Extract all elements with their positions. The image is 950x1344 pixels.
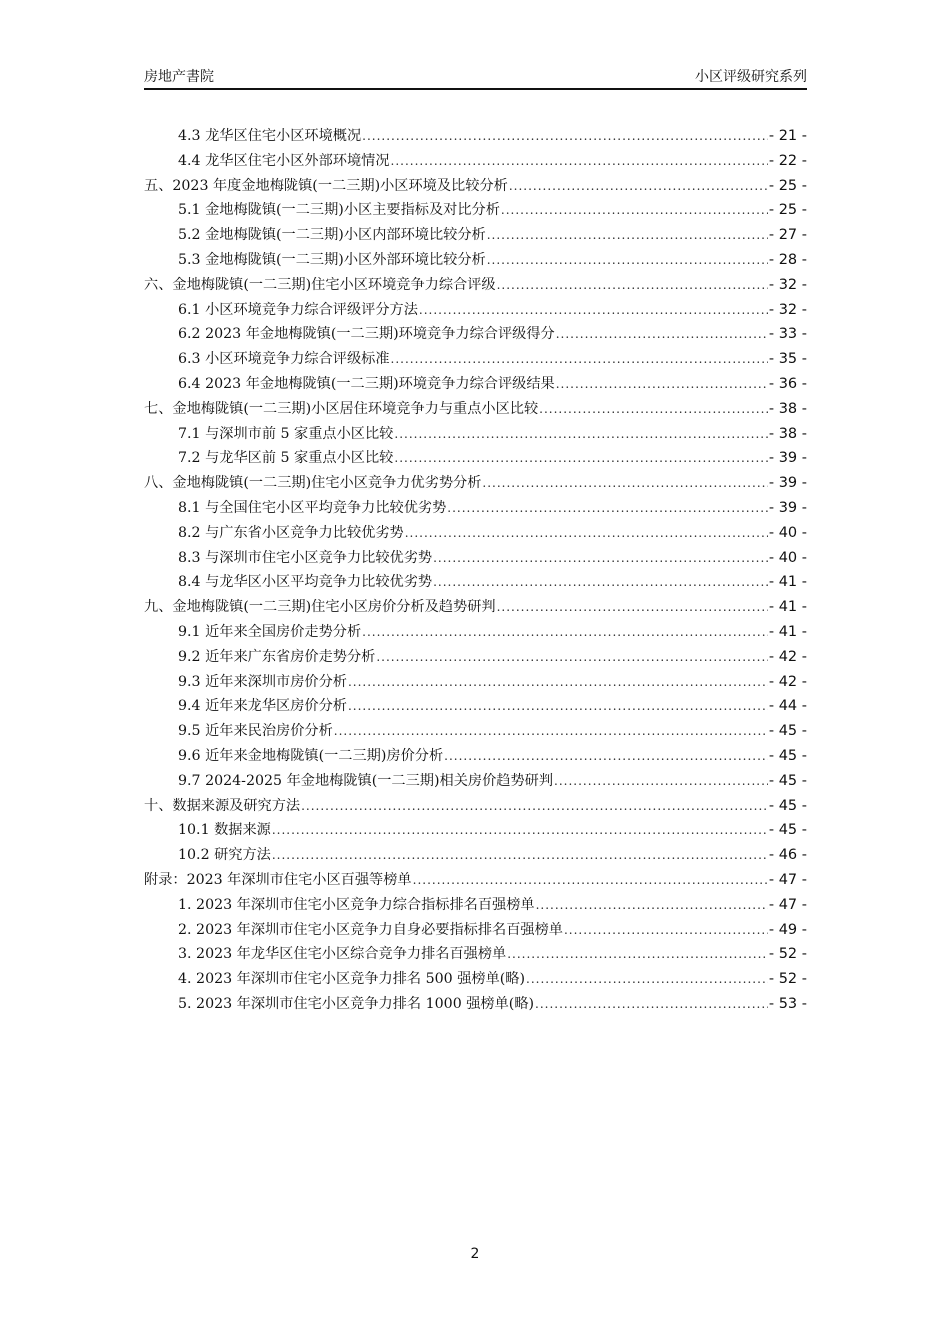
toc-entry-page: - 45 - xyxy=(768,797,807,814)
toc-entry-title: 8.4 与龙华区小区平均竞争力比较优劣势 xyxy=(178,574,433,591)
toc-chapter-entry[interactable] xyxy=(144,595,807,620)
toc-entry-page: - 42 - xyxy=(768,648,807,665)
toc-entry-title: 6.4 2023 年金地梅陇镇(一二三期)环境竞争力综合评级结果 xyxy=(178,375,555,392)
dot-leader xyxy=(482,471,767,496)
dot-leader xyxy=(539,397,768,422)
toc-section-entry[interactable] xyxy=(144,918,807,943)
dot-leader xyxy=(536,893,768,918)
toc-entry-page: - 46 - xyxy=(768,847,807,864)
toc-entry-title: 6.3 小区环境竞争力综合评级标准 xyxy=(178,351,390,368)
toc-section-entry[interactable] xyxy=(144,843,807,868)
dot-leader xyxy=(413,868,768,893)
toc-entry-title: 3. 2023 年龙华区住宅小区综合竞争力排名百强榜单 xyxy=(178,946,507,963)
dot-leader xyxy=(362,620,768,645)
toc-entry-title: 8.2 与广东省小区竞争力比较优劣势 xyxy=(178,524,404,541)
toc-entry-page: - 38 - xyxy=(768,400,807,417)
toc-entry-title: 4.3 龙华区住宅小区环境概况 xyxy=(178,128,362,144)
toc-entry-page: - 41 - xyxy=(768,574,807,591)
toc-entry-page: - 22 - xyxy=(768,152,807,169)
toc-entry-page: - 40 - xyxy=(768,549,807,566)
toc-entry-page: - 44 - xyxy=(768,698,807,715)
dot-leader xyxy=(497,273,768,298)
dot-leader xyxy=(391,347,768,372)
dot-leader xyxy=(362,124,768,149)
toc-entry-title: 10.1 数据来源 xyxy=(178,822,271,839)
page-number: 2 xyxy=(470,1246,480,1262)
toc-entry-title: 9.3 近年来深圳市房价分析 xyxy=(178,673,347,690)
toc-section-entry[interactable] xyxy=(144,694,807,719)
toc-entry-title: 六、金地梅陇镇(一二三期)住宅小区环境竞争力综合评级 xyxy=(144,276,496,293)
toc-section-entry[interactable] xyxy=(144,446,807,471)
toc-entry-page: - 42 - xyxy=(768,673,807,690)
toc-entry-title: 9.7 2024-2025 年金地梅陇镇(一二三期)相关房价趋势研判 xyxy=(178,772,554,789)
dot-leader xyxy=(564,918,768,943)
toc-entry-page: - 45 - xyxy=(768,747,807,764)
toc-section-entry[interactable] xyxy=(144,645,807,670)
dot-leader xyxy=(433,570,768,595)
dot-leader xyxy=(444,744,768,769)
toc-chapter-entry[interactable] xyxy=(144,174,807,199)
dot-leader xyxy=(556,322,768,347)
toc-entry-title: 十、数据来源及研究方法 xyxy=(144,797,301,814)
toc-entry-page: - 45 - xyxy=(768,822,807,839)
toc-entry-title: 5.1 金地梅陇镇(一二三期)小区主要指标及对比分析 xyxy=(178,202,500,219)
toc-chapter-entry[interactable] xyxy=(144,794,807,819)
toc-section-entry[interactable] xyxy=(144,124,807,149)
toc-entry-page: - 40 - xyxy=(768,524,807,541)
toc-section-entry[interactable] xyxy=(144,198,807,223)
toc-section-entry[interactable] xyxy=(144,769,807,794)
header-series-title: 小区评级研究系列 xyxy=(695,69,807,85)
toc-section-entry[interactable] xyxy=(144,818,807,843)
dot-leader xyxy=(501,198,768,223)
toc-section-entry[interactable] xyxy=(144,570,807,595)
toc-entry-title: 9.5 近年来民治房价分析 xyxy=(178,723,333,740)
toc-entry-title: 9.6 近年来金地梅陇镇(一二三期)房价分析 xyxy=(178,747,444,764)
toc-entry-page: - 35 - xyxy=(768,351,807,368)
toc-entry-title: 6.1 小区环境竞争力综合评级评分方法 xyxy=(178,301,418,318)
toc-section-entry[interactable] xyxy=(144,670,807,695)
dot-leader xyxy=(376,645,768,670)
toc-section-entry[interactable] xyxy=(144,248,807,273)
dot-leader xyxy=(509,174,768,199)
toc-entry-page: - 39 - xyxy=(768,499,807,516)
toc-entry-page: - 45 - xyxy=(768,723,807,740)
toc-chapter-entry[interactable] xyxy=(144,397,807,422)
page-header xyxy=(144,66,807,90)
toc-entry-page: - 39 - xyxy=(768,475,807,492)
toc-section-entry[interactable] xyxy=(144,149,807,174)
toc-entry-title: 5.3 金地梅陇镇(一二三期)小区外部环境比较分析 xyxy=(178,251,486,268)
toc-entry-page: - 28 - xyxy=(768,251,807,268)
toc-entry-title: 8.3 与深圳市住宅小区竞争力比较优劣势 xyxy=(178,549,433,566)
toc-section-entry[interactable] xyxy=(144,496,807,521)
toc-entry-page: - 25 - xyxy=(768,177,807,194)
dot-leader xyxy=(535,992,768,1017)
toc-entry-page: - 32 - xyxy=(768,301,807,318)
toc-entry-title: 7.1 与深圳市前 5 家重点小区比较 xyxy=(178,425,394,442)
toc-section-entry[interactable] xyxy=(144,223,807,248)
toc-entry-title: 七、金地梅陇镇(一二三期)小区居住环境竞争力与重点小区比较 xyxy=(144,400,539,417)
toc-entry-page: - 25 - xyxy=(768,202,807,219)
dot-leader xyxy=(487,223,768,248)
toc-entry-title: 10.2 研究方法 xyxy=(178,847,271,864)
toc-entry-page: - 52 - xyxy=(768,971,807,988)
toc-entry-title: 7.2 与龙华区前 5 家重点小区比较 xyxy=(178,450,394,467)
toc-entry-title: 2. 2023 年深圳市住宅小区竞争力自身必要指标排名百强榜单 xyxy=(178,921,563,938)
toc-section-entry[interactable] xyxy=(144,372,807,397)
toc-entry-title: 附录：2023 年深圳市住宅小区百强等榜单 xyxy=(144,871,412,888)
dot-leader xyxy=(487,248,768,273)
toc-entry-title: 5. 2023 年深圳市住宅小区竞争力排名 1000 强榜单(略) xyxy=(178,995,535,1012)
toc-entry-title: 五、2023 年度金地梅陇镇(一二三期)小区环境及比较分析 xyxy=(144,177,508,194)
dot-leader xyxy=(554,769,768,794)
dot-leader xyxy=(405,521,768,546)
toc-entry-page: - 53 - xyxy=(768,995,807,1012)
dot-leader xyxy=(507,942,768,967)
toc-entry-page: - 27 - xyxy=(768,227,807,244)
dot-leader xyxy=(394,422,767,447)
toc-entry-title: 9.2 近年来广东省房价走势分析 xyxy=(178,648,376,665)
dot-leader xyxy=(272,818,768,843)
toc-entry-page: - 45 - xyxy=(768,772,807,789)
dot-leader xyxy=(447,496,768,521)
dot-leader xyxy=(348,694,768,719)
toc-chapter-entry[interactable] xyxy=(144,868,807,893)
dot-leader xyxy=(526,967,768,992)
dot-leader xyxy=(301,794,768,819)
dot-leader xyxy=(272,843,768,868)
dot-leader xyxy=(497,595,768,620)
header-publisher: 房地产書院 xyxy=(144,69,214,85)
table-of-contents xyxy=(144,124,807,1017)
toc-entry-title: 4.4 龙华区住宅小区外部环境情况 xyxy=(178,152,390,169)
toc-entry-title: 5.2 金地梅陇镇(一二三期)小区内部环境比较分析 xyxy=(178,227,486,244)
toc-entry-page: - 41 - xyxy=(768,623,807,640)
dot-leader xyxy=(334,719,768,744)
toc-entry-title: 九、金地梅陇镇(一二三期)住宅小区房价分析及趋势研判 xyxy=(144,599,496,616)
toc-section-entry[interactable] xyxy=(144,942,807,967)
toc-entry-title: 6.2 2023 年金地梅陇镇(一二三期)环境竞争力综合评级得分 xyxy=(178,326,555,343)
toc-entry-page: - 33 - xyxy=(768,326,807,343)
toc-section-entry[interactable] xyxy=(144,893,807,918)
toc-entry-page: - 36 - xyxy=(768,375,807,392)
toc-section-entry[interactable] xyxy=(144,347,807,372)
toc-entry-title: 8.1 与全国住宅小区平均竞争力比较优劣势 xyxy=(178,499,447,516)
toc-entry-title: 八、金地梅陇镇(一二三期)住宅小区竞争力优劣势分析 xyxy=(144,475,482,492)
toc-entry-title: 9.4 近年来龙华区房价分析 xyxy=(178,698,347,715)
toc-section-entry[interactable] xyxy=(144,546,807,571)
toc-entry-page: - 52 - xyxy=(768,946,807,963)
dot-leader xyxy=(556,372,768,397)
toc-chapter-entry[interactable] xyxy=(144,471,807,496)
toc-entry-page: - 21 - xyxy=(768,128,807,144)
toc-entry-page: - 47 - xyxy=(768,896,807,913)
toc-entry-page: - 41 - xyxy=(768,599,807,616)
toc-entry-title: 1. 2023 年深圳市住宅小区竞争力综合指标排名百强榜单 xyxy=(178,896,535,913)
toc-section-entry[interactable] xyxy=(144,719,807,744)
toc-entry-title: 9.1 近年来全国房价走势分析 xyxy=(178,623,362,640)
dot-leader xyxy=(394,446,767,471)
toc-section-entry[interactable] xyxy=(144,992,807,1017)
dot-leader xyxy=(391,149,768,174)
toc-entry-title: 4. 2023 年深圳市住宅小区竞争力排名 500 强榜单(略) xyxy=(178,971,526,988)
toc-entry-page: - 49 - xyxy=(768,921,807,938)
toc-section-entry[interactable] xyxy=(144,744,807,769)
toc-section-entry[interactable] xyxy=(144,967,807,992)
toc-section-entry[interactable] xyxy=(144,422,807,447)
toc-chapter-entry[interactable] xyxy=(144,273,807,298)
toc-entry-page: - 39 - xyxy=(768,450,807,467)
toc-entry-page: - 47 - xyxy=(768,871,807,888)
toc-section-entry[interactable] xyxy=(144,620,807,645)
toc-entry-page: - 32 - xyxy=(768,276,807,293)
dot-leader xyxy=(433,546,768,571)
toc-section-entry[interactable] xyxy=(144,521,807,546)
toc-section-entry[interactable] xyxy=(144,322,807,347)
dot-leader xyxy=(419,298,768,323)
dot-leader xyxy=(348,670,768,695)
toc-section-entry[interactable] xyxy=(144,298,807,323)
toc-entry-page: - 38 - xyxy=(768,425,807,442)
